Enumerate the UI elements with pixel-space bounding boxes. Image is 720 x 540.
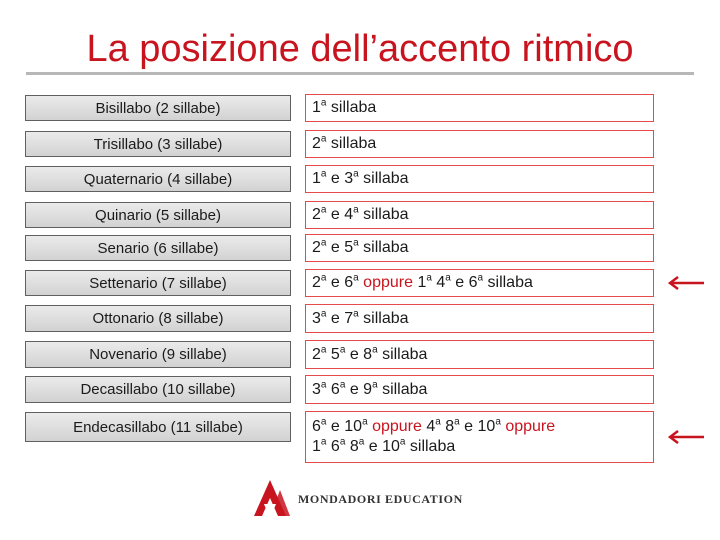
accent-text: e 6 — [326, 274, 354, 291]
accent-line — [312, 205, 653, 225]
accent-text: 2 — [312, 274, 321, 291]
ordinal-superscript: a — [339, 436, 346, 448]
accent-text: 3 — [312, 309, 321, 327]
accent-position-cell — [305, 375, 654, 404]
ordinal-superscript: a — [353, 168, 359, 180]
accent-line — [312, 417, 653, 437]
verse-name-cell: Decasillabo (10 sillabe) — [25, 376, 291, 403]
ordinal-superscript: a — [477, 272, 484, 284]
ordinal-superscript: a — [435, 416, 441, 428]
accent-position-cell — [305, 94, 654, 122]
logo-text: MONDADORI EDUCATION — [298, 492, 463, 506]
accent-text: e 5 — [326, 239, 354, 256]
verse-name-cell: Trisillabo (3 sillabe) — [25, 131, 291, 157]
ordinal-superscript: a — [495, 416, 501, 428]
ordinal-superscript: a — [353, 237, 359, 249]
accent-text: 1 — [312, 170, 321, 187]
ordinal-superscript: a — [320, 344, 327, 356]
accent-position-cell — [305, 165, 654, 193]
page-title: La posizione dell’accento ritmico — [86, 28, 634, 70]
accent-line — [312, 309, 653, 329]
accent-text: e 9 — [345, 380, 373, 398]
ordinal-superscript: a — [320, 168, 327, 180]
accent-position-cell — [305, 130, 654, 158]
ordinal-superscript: a — [320, 97, 327, 109]
accent-text: 2 — [312, 135, 321, 152]
accent-line — [312, 98, 653, 118]
verse-name-cell: Quinario (5 sillabe) — [25, 202, 291, 228]
accent-line — [312, 169, 653, 189]
accent-text: sillaba — [377, 345, 428, 363]
accent-text: 1 — [417, 274, 427, 291]
accent-position-cell — [305, 269, 654, 297]
oppure-text: oppure — [358, 274, 418, 291]
verse-name-cell: Senario (6 sillabe) — [25, 235, 291, 261]
accent-text: sillaba — [405, 438, 456, 455]
ordinal-superscript: a — [353, 204, 359, 216]
accent-line — [312, 437, 653, 457]
ordinal-superscript: a — [320, 272, 327, 284]
accent-text: sillaba — [377, 380, 428, 398]
ordinal-superscript: a — [358, 436, 365, 448]
accent-line — [312, 273, 653, 293]
accent-text: 5 — [326, 345, 340, 363]
ordinal-superscript: a — [372, 379, 378, 391]
oppure-text: oppure — [367, 418, 427, 435]
accent-text: 2 — [312, 345, 321, 363]
accent-text: sillaba — [358, 239, 409, 256]
accent-text: sillaba — [358, 206, 409, 223]
accent-text: e 3 — [326, 170, 354, 187]
oppure-text: oppure — [500, 418, 556, 435]
ordinal-superscript: a — [320, 204, 327, 216]
accent-text: e 10 — [459, 418, 496, 435]
accent-position-cell — [305, 304, 654, 333]
accent-line — [312, 134, 653, 154]
accent-text: 6 — [326, 380, 340, 398]
accent-position-cell — [305, 340, 654, 369]
verse-name-cell: Novenario (9 sillabe) — [25, 341, 291, 368]
ordinal-superscript: a — [399, 436, 406, 448]
accent-text: sillaba — [326, 99, 377, 116]
ordinal-superscript: a — [353, 272, 359, 284]
accent-text: 1 — [312, 438, 321, 455]
accent-text: 4 — [426, 418, 436, 435]
accent-position-cell — [305, 411, 654, 463]
verse-name-cell: Bisillabo (2 sillabe) — [25, 95, 291, 121]
ordinal-superscript: a — [320, 308, 327, 320]
accent-text: sillaba — [326, 135, 377, 152]
ordinal-superscript: a — [454, 416, 460, 428]
accent-text: e 6 — [450, 274, 478, 291]
accent-text: sillaba — [358, 309, 409, 327]
left-arrow-icon — [668, 276, 704, 290]
accent-text: 1 — [312, 99, 321, 116]
accent-text: 2 — [312, 239, 321, 256]
accent-position-cell — [305, 201, 654, 229]
accent-text: e 8 — [345, 345, 373, 363]
accent-text: e 4 — [326, 206, 354, 223]
accent-text: sillaba — [358, 170, 409, 187]
ordinal-superscript: a — [320, 379, 327, 391]
accent-text: 3 — [312, 380, 321, 398]
verse-name-cell: Settenario (7 sillabe) — [25, 270, 291, 296]
accent-line — [312, 345, 653, 365]
ordinal-superscript: a — [362, 416, 368, 428]
accent-text: 8 — [440, 418, 455, 435]
ordinal-superscript: a — [339, 344, 346, 356]
left-arrow-icon — [668, 430, 704, 444]
ordinal-superscript: a — [320, 436, 327, 448]
accent-text: e 7 — [326, 309, 354, 327]
accent-text: sillaba — [483, 274, 533, 291]
accent-text: 6 — [312, 418, 321, 435]
ordinal-superscript: a — [320, 416, 327, 428]
ordinal-superscript: a — [320, 133, 327, 145]
accent-text: e 10 — [364, 438, 400, 455]
verse-name-cell: Quaternario (4 sillabe) — [25, 166, 291, 192]
ordinal-superscript: a — [320, 237, 327, 249]
ordinal-superscript: a — [372, 344, 378, 356]
accent-text: 2 — [312, 206, 321, 223]
ordinal-superscript: a — [353, 308, 359, 320]
accent-line — [312, 380, 653, 400]
ordinal-superscript: a — [426, 272, 432, 284]
accent-text: 8 — [345, 438, 359, 455]
accent-text: 4 — [431, 274, 446, 291]
accent-text: 6 — [326, 438, 340, 455]
accent-text: e 10 — [326, 418, 363, 435]
ordinal-superscript: a — [445, 272, 451, 284]
verse-name-cell: Ottonario (8 sillabe) — [25, 305, 291, 332]
ordinal-superscript: a — [339, 379, 346, 391]
accent-position-cell — [305, 234, 654, 262]
title-divider — [26, 72, 694, 75]
verse-name-cell: Endecasillabo (11 sillabe) — [25, 412, 291, 442]
accent-line — [312, 238, 653, 258]
